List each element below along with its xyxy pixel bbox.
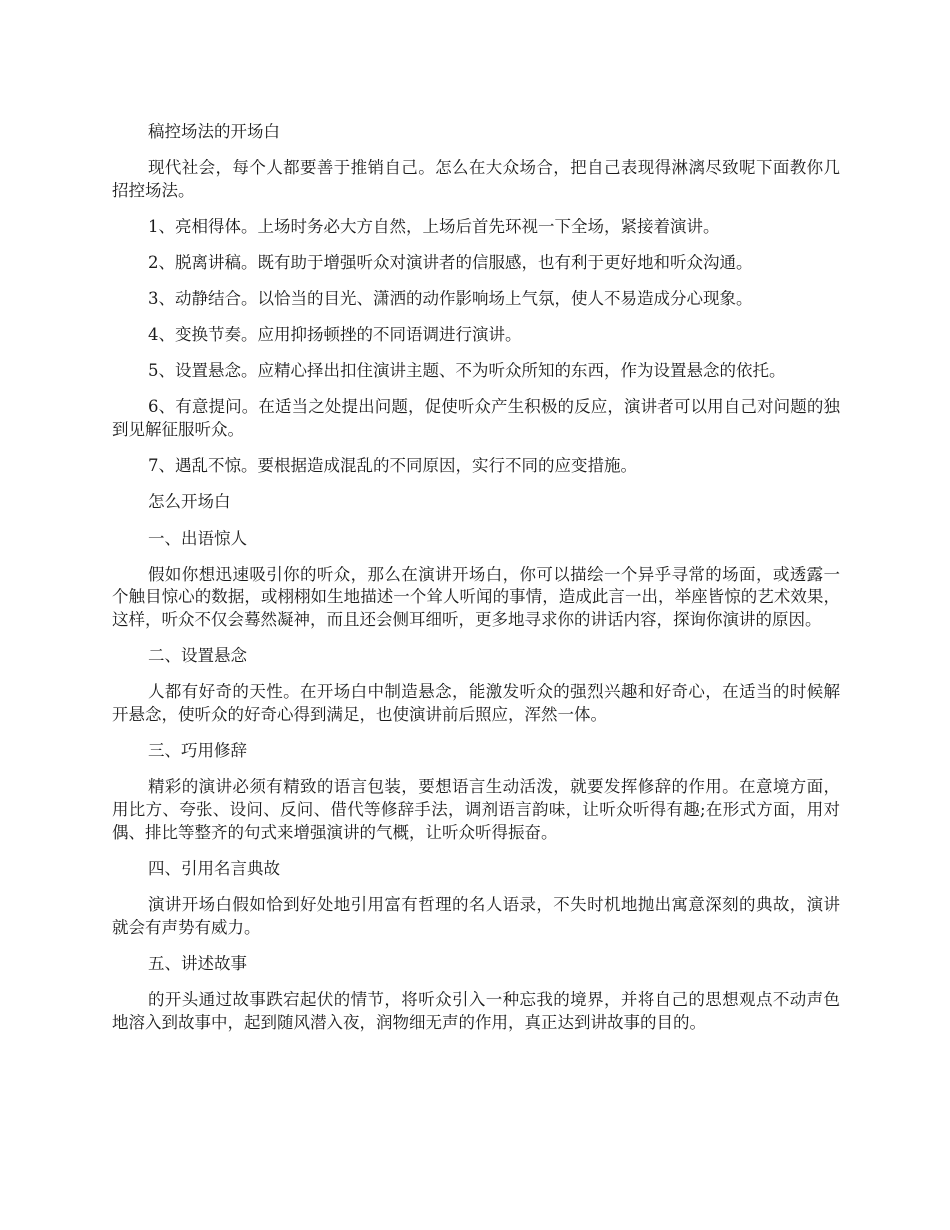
subheading-2: 二、设置悬念 bbox=[148, 646, 247, 666]
list-item-5: 5、设置悬念。应精心择出扣住演讲主题、不为听众所知的东西，作为设置悬念的依托。 bbox=[148, 361, 786, 381]
document-title: 稿控场法的开场白 bbox=[148, 122, 280, 141]
list-item-3: 3、动静结合。以恰当的目光、潇洒的动作影响场上气氛，使人不易造成分心现象。 bbox=[148, 289, 753, 309]
body-paragraph-1: 假如你想迅速吸引你的听众，那么在演讲开场白，你可以描绘一个异乎寻常的场面，或透露一个触目惊心的数据，或栩栩如生地描述一个耸人听闻的事情，造成此言一出，举座皆惊的艺术效果，这样，听众不仅会蓦然凝神，而且还会侧耳细听，更多地寻求你的讲话内容，探询你演讲的原因。 bbox=[112, 564, 840, 630]
list-item-1: 1、亮相得体。上场时务必大方自然，上场后首先环视一下全场，紧接着演讲。 bbox=[148, 216, 720, 236]
subheading-4: 四、引用名言典故 bbox=[148, 859, 280, 879]
intro-paragraph: 现代社会，每个人都要善于推销自己。怎么在大众场合，把自己表现得淋漓尽致呢下面教你几招控场法。 bbox=[112, 158, 840, 200]
list-item-2: 2、脱离讲稿。既有助于增强听众对演讲者的信服感，也有利于更好地和听众沟通。 bbox=[148, 253, 753, 273]
body-paragraph-2: 人都有好奇的天性。在开场白中制造悬念，能激发听众的强烈兴趣和好奇心，在适当的时候解开悬念，使听众的好奇心得到满足，也使演讲前后照应，浑然一体。 bbox=[112, 682, 840, 725]
subheading-3: 三、巧用修辞 bbox=[148, 741, 247, 761]
body-paragraph-5: 的开头通过故事跌宕起伏的情节，将听众引入一种忘我的境界，并将自己的思想观点不动声色地溶入到故事中，起到随风潜入夜，润物细无声的作用，真正达到讲故事的目的。 bbox=[112, 990, 840, 1032]
list-item-6: 6、有意提问。在适当之处提出问题，促使听众产生积极的反应，演讲者可以用自己对问题的独到见解征服听众。 bbox=[112, 397, 840, 440]
subheading-5: 五、讲述故事 bbox=[148, 954, 247, 974]
section-heading: 怎么开场白 bbox=[148, 492, 231, 512]
list-item-4: 4、变换节奏。应用抑扬顿挫的不同语调进行演讲。 bbox=[148, 325, 522, 345]
list-item-7: 7、遇乱不惊。要根据造成混乱的不同原因，实行不同的应变措施。 bbox=[148, 456, 637, 476]
body-paragraph-3: 精彩的演讲必须有精致的语言包装，要想语言生动活泼，就要发挥修辞的作用。在意境方面，用比方、夸张、设问、反问、借代等修辞手法，调剂语言韵味，让听众听得有趣;在形式方面，用对偶、排比等整齐的句式来增强演讲的气概，让听众听得振奋。 bbox=[112, 777, 840, 842]
body-paragraph-4: 演讲开场白假如恰到好处地引用富有哲理的名人语录，不失时机地抛出寓意深刻的典故，演讲就会有声势有威力。 bbox=[112, 895, 840, 937]
subheading-1: 一、出语惊人 bbox=[148, 528, 247, 548]
